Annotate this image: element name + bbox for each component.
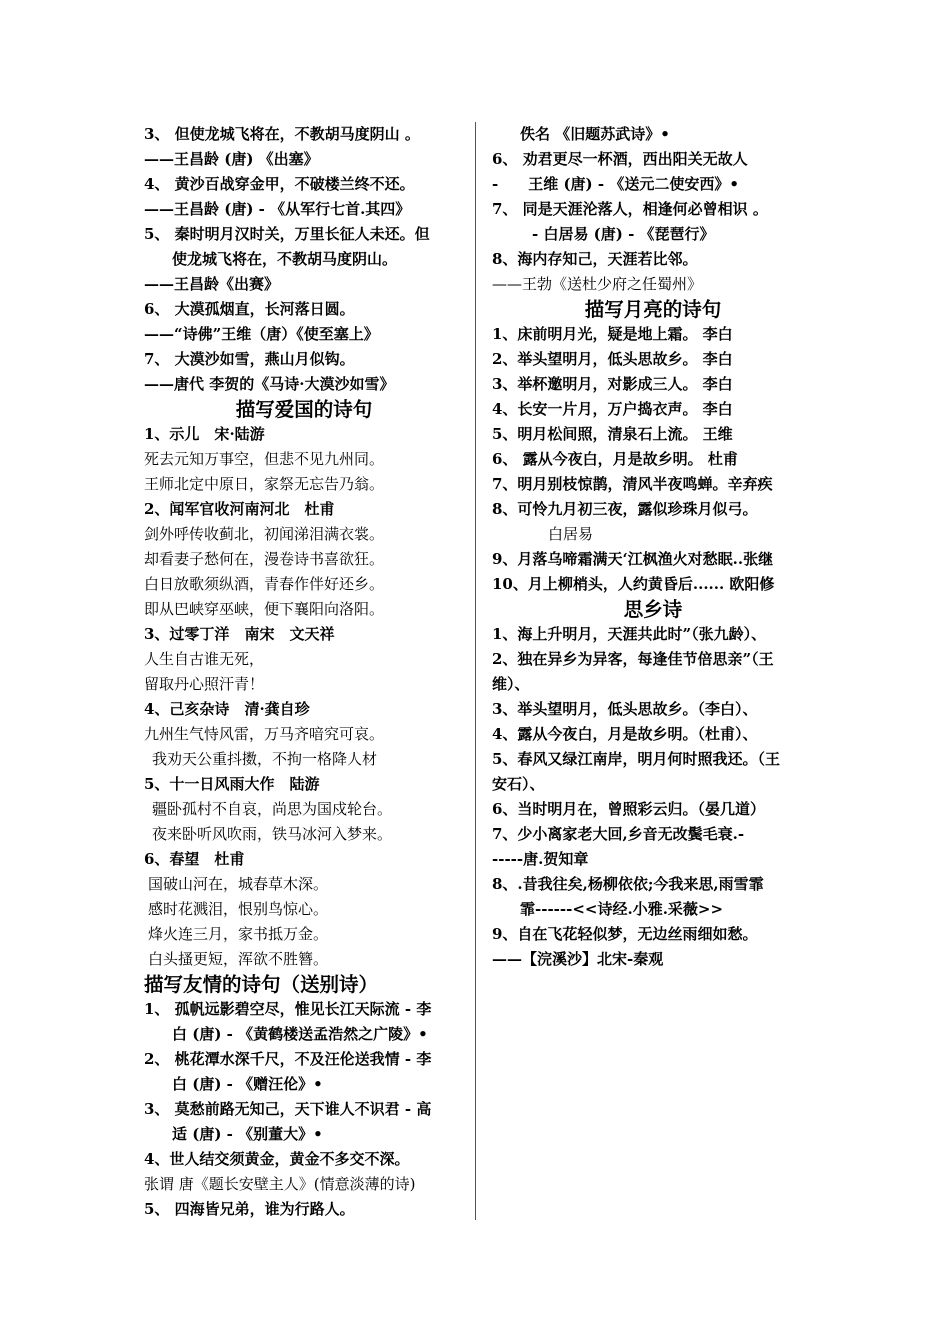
poem-line: 2、举头望明月，低头思故乡。 李白 (492, 350, 733, 368)
poem-attribution: 白 (唐) - 《黄鹤楼送孟浩然之广陵》• (172, 1025, 428, 1043)
poem-line: 9、自在飞花轻似梦，无边丝雨细如愁。 (492, 925, 758, 943)
poem-line: 1、床前明月光，疑是地上霜。 李白 (492, 325, 733, 343)
poem-line: 维）、 (492, 675, 530, 693)
poem-title: 1、示儿 宋·陆游 (144, 425, 265, 443)
poem-line: 3、 莫愁前路无知己，天下谁人不识君 - 高 (144, 1100, 432, 1118)
poem-line: 5、春风又绿江南岸，明月何时照我还。（王 (492, 750, 780, 768)
section-heading-homesick: 思乡诗 (623, 598, 683, 621)
poem-title: 4、己亥杂诗 清·龚自珍 (144, 700, 310, 718)
poem-line: 7、 大漠沙如雪，燕山月似钩。 (144, 350, 355, 368)
poem-attribution: 白 (唐) - 《赠汪伦》• (172, 1075, 323, 1093)
poem-attribution: 白居易 (548, 525, 594, 543)
poem-line: 6、当时明月在，曾照彩云归。（晏几道） (492, 800, 765, 818)
poem-line: 4、露从今夜白，月是故乡明。（杜甫）、 (492, 725, 758, 743)
poem-line: 8、可怜九月初三夜，露似珍珠月似弓。 (492, 500, 758, 518)
poem-line: 九州生气恃风雷，万马齐喑究可哀。 (144, 725, 385, 743)
poem-line: 1、 孤帆远影碧空尽，惟见长江天际流 - 李 (144, 1000, 432, 1018)
poem-line: 2、独在异乡为异客，每逢佳节倍思亲”（王 (492, 650, 774, 668)
poem-title: 6、春望 杜甫 (144, 850, 245, 868)
poem-line: 白头搔更短，浑欲不胜簪。 (148, 950, 329, 968)
poem-line: 使龙城飞将在，不教胡马度阴山。 (172, 250, 398, 268)
poem-line: 安石）、 (492, 775, 545, 793)
poem-attribution: 适 (唐) - 《别董大》• (172, 1125, 323, 1143)
poem-line: 却看妻子愁何在，漫卷诗书喜欲狂。 (144, 550, 385, 568)
poem-line: 剑外呼传收蓟北，初闻涕泪满衣裳。 (144, 525, 385, 543)
poem-attribution: ——“诗佛”王维（唐）《使至塞上》 (144, 325, 379, 343)
poem-line: 7、 同是天涯沦落人，相逢何必曾相识 。 (492, 200, 768, 218)
left-column (144, 122, 464, 1222)
poem-line: 烽火连三月，家书抵万金。 (148, 925, 329, 943)
poem-line: 3、举头望明月，低头思故乡。（李白）、 (492, 700, 758, 718)
poem-line: 人生自古谁无死， (144, 650, 265, 668)
poem-line: 留取丹心照汗青！ (144, 675, 265, 693)
poem-line: 7、少小离家老大回,乡音无改鬓毛衰.- (492, 825, 745, 843)
poem-line: 6、 露从今夜白，月是故乡明。 杜甫 (492, 450, 738, 468)
poem-line: 死去元知万事空，但悲不见九州同。 (144, 450, 385, 468)
section-heading-patriotic: 描写爱国的诗句 (235, 398, 373, 421)
poem-line: 国破山河在，城春草木深。 (148, 875, 329, 893)
poem-attribution: ——王昌龄 (唐) - 《从军行七首.其四》 (144, 200, 411, 218)
poem-line: 10、月上柳梢头，人约黄昏后...... 欧阳修 (492, 575, 775, 593)
poem-line: 3、举杯邀明月，对影成三人。 李白 (492, 375, 733, 393)
poem-line: 5、 秦时明月汉时关，万里长征人未还。但 (144, 225, 430, 243)
poem-attribution: 张谓 唐《题长安壁主人》(情意淡薄的诗) (144, 1175, 416, 1193)
poem-line: 王师北定中原日，家祭无忘告乃翁。 (144, 475, 385, 493)
poem-attribution: ——王昌龄 (唐) 《出塞》 (144, 150, 319, 168)
poem-line: 白日放歌须纵酒，青春作伴好还乡。 (144, 575, 385, 593)
section-heading-friendship: 描写友情的诗句（送别诗） (144, 973, 379, 996)
poem-line: 5、明月松间照，清泉石上流。 王维 (492, 425, 733, 443)
poem-line: 8、海内存知己，天涯若比邻。 (492, 250, 698, 268)
poem-line: 感时花溅泪，恨别鸟惊心。 (148, 900, 329, 918)
poem-line: 4、 黄沙百战穿金甲，不破楼兰终不还。 (144, 175, 415, 193)
poem-line: 3、 但使龙城飞将在，不教胡马度阴山 。 (144, 125, 420, 143)
poem-line: 6、 劝君更尽一杯酒，西出阳关无故人 (492, 150, 748, 168)
poem-line: 2、 桃花潭水深千尺，不及汪伦送我情 - 李 (144, 1050, 432, 1068)
poem-line: 疆卧孤村不自哀，尚思为国戍轮台。 (152, 800, 393, 818)
poem-line: 8、.昔我往矣,杨柳依依;今我来思,雨雪霏 (492, 875, 764, 893)
poem-line: 9、月落乌啼霜满天‘江枫渔火对愁眠..张继 (492, 550, 774, 568)
poem-title: 3、过零丁洋 南宋 文天祥 (144, 625, 335, 643)
poem-line: 5、 四海皆兄弟，谁为行路人。 (144, 1200, 355, 1218)
poem-line: 即从巴峡穿巫峡，便下襄阳向洛阳。 (144, 600, 385, 618)
right-column (492, 122, 814, 972)
column-divider (475, 122, 476, 1220)
poem-title: 2、闻军官收河南河北 杜甫 (144, 500, 335, 518)
poem-line: 7、明月别枝惊鹊，清风半夜鸣蝉。辛弃疾 (492, 475, 773, 493)
poem-line: 6、 大漠孤烟直，长河落日圆。 (144, 300, 355, 318)
poem-attribution: ——唐代 李贺的《马诗·大漠沙如雪》 (144, 375, 395, 393)
poem-attribution: - 王维 (唐) - 《送元二使安西》• (492, 175, 739, 193)
poem-line: 我劝天公重抖擞，不拘一格降人材 (152, 750, 378, 768)
section-heading-moon: 描写月亮的诗句 (584, 298, 722, 321)
poem-line: 4、世人结交须黄金，黄金不多交不深。 (144, 1150, 410, 1168)
poem-attribution: ——【浣溪沙】北宋-秦观 (492, 950, 664, 968)
poem-attribution: ——王昌龄《出赛》 (144, 275, 280, 293)
poem-attribution: -----唐.贺知章 (492, 850, 589, 868)
poem-attribution: 佚名 《旧题苏武诗》• (520, 125, 670, 143)
poem-line: 1、海上升明月，天涯共此时”（张九龄）、 (492, 625, 767, 643)
poem-line: 夜来卧听风吹雨，铁马冰河入梦来。 (152, 825, 393, 843)
poem-attribution: ——王勃《送杜少府之任蜀州》 (492, 275, 703, 293)
poem-attribution: 霏------<<诗经.小雅.采薇>> (520, 900, 724, 918)
poem-line: 4、长安一片月，万户捣衣声。 李白 (492, 400, 733, 418)
poem-attribution: - 白居易 (唐) - 《琵琶行》 (532, 225, 715, 243)
poem-title: 5、十一日风雨大作 陆游 (144, 775, 320, 793)
